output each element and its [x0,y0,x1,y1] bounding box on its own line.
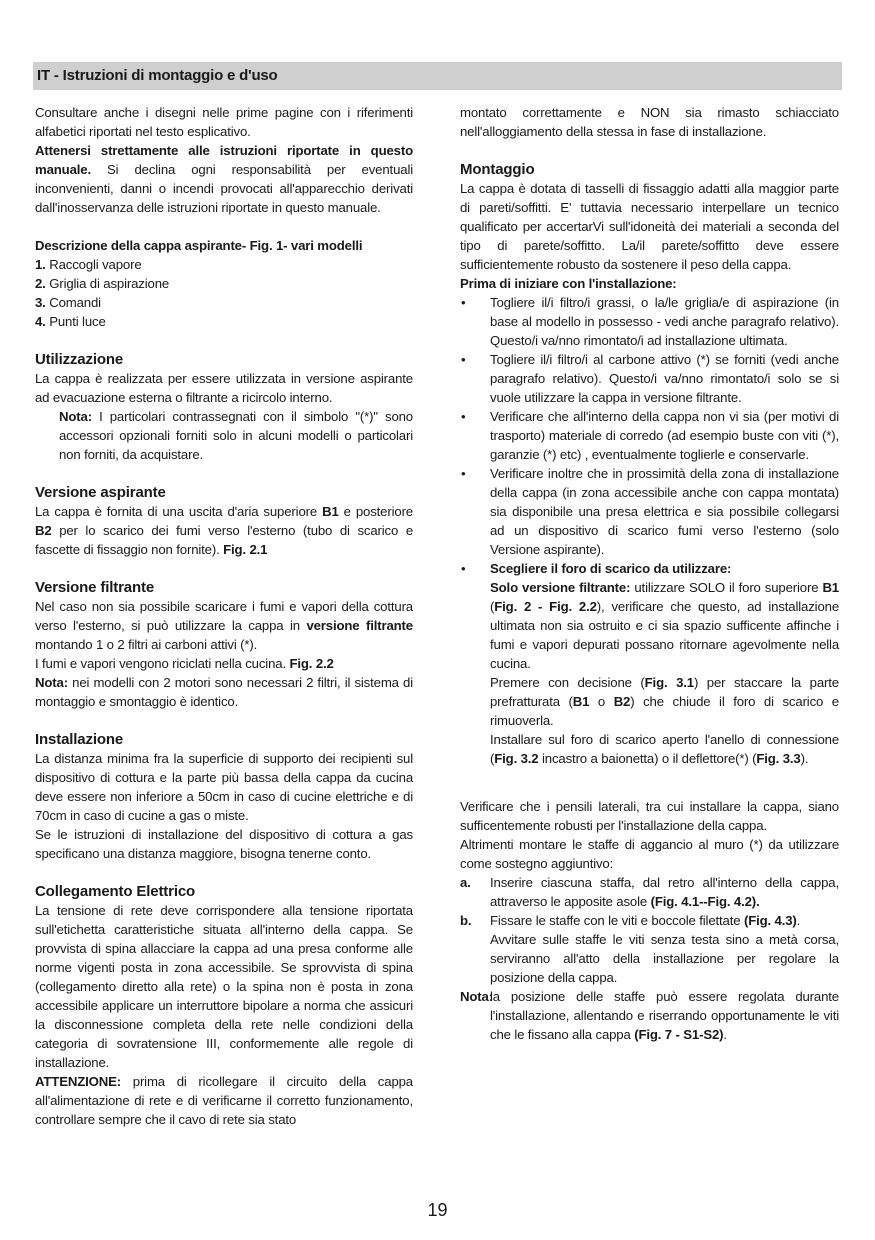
right-column [460,103,839,1044]
installare-text: Installare sul foro di scarico aperto l'anello di connessione (Fig. 3.2 incastro a baionetta) o il deflettore(*) (Fig. 3.3). [490,732,839,766]
filtrante-text-2: I fumi e vapori vengono riciclati nella cucina. Fig. 2.2 [35,656,334,671]
page-title: IT - Istruzioni di montaggio e d'uso [37,67,278,84]
aspirante-text: La cappa è fornita di una uscita d'aria superiore B1 e posteriore B2 per lo scarico dei fumi verso l'esterno (tubo di scarico e fascette di fissaggio non fornite). Fig. 2.1 [35,504,413,557]
bullet-icon: • [461,352,466,367]
page-number: 19 [427,1200,448,1220]
solo-versione-filtrante: Solo versione filtrante: utilizzare SOLO il foro superiore B1 (Fig. 2 - Fig. 2.2), verificare che questo, ad installazione ultimata non sia ostruito e ci sia spazio sufficente affinche i fumi e vapori depurati possano ritornare agevolmente nella cucina. [490,580,840,671]
heading-installazione: Installazione [35,731,124,748]
installazione-text: La distanza minima fra la superficie di supporto dei recipienti sul dispositivo di cottura e la parte più bassa della cappa da cucina deve essere non inferiore a 50cm in caso di cucine elettriche e di 70cm in caso di cucine a gas o miste. [35,751,413,823]
list-item: • Scegliere il foro di scarico da utilizzare: Solo versione filtrante: utilizzare SOLO il foro superiore B1 (Fig. 2 - Fig. 2.2), verificare che questo, ad installazione ultimata non sia ostruito e ci sia spazio sufficente affinche i fumi e vapori depurati possano ritornare agevolmente nella cucina. Premere con decisione (Fig. 3.1) per staccare la parte prefratturata (B1 o B2) che chiude il foro di scarico e rimuoverla. Installare sul foro di scarico aperto l'anello di connessione (Fig. 3.2 incastro a baionetta) o il deflettore(*) (Fig. 3.3). [461,561,840,766]
left-column [35,103,413,1129]
heading-utilizzazione: Utilizzazione [35,351,124,368]
step-a: a. Inserire ciascuna staffa, dal retro all'interno della cappa, attraverso le apposite asole (Fig. 4.1--Fig. 4.2). [460,875,839,909]
intro-warning: Attenersi strettamente alle istruzioni riportate in questo manuale. Si declina ogni responsabilità per eventuali inconvenienti, danni o incendi provocati all'apparecchio derivati dall'inosservanza delle istruzioni riportate in questo manuale. [35,143,413,215]
heading-versione-aspirante: Versione aspirante [35,484,166,501]
step-b: b. Fissare le staffe con le viti e boccole filettate (Fig. 4.3). Avvitare sulle staffe le viti senza testa sino a metà corsa, serviranno all'atto della installazione per regolare la posizione della cappa. [460,913,839,985]
montaggio-text: La cappa è dotata di tasselli di fissaggio adatti alla maggior parte di pareti/soffitti. E' tuttavia necessario interpellare un tecnico qualificato per accertarVi sull'idoneità dei materiali a seconda del tipo di parete/soffitto. La/il parete/soffitto deve essere sufficientemente robusto da sostenere il peso della cappa. [460,181,839,272]
staffe-note: Nota: la posizione delle staffe può essere regolata durante l'installazione, allentando e riserrando opportunamente le viti che le fissano alla cappa (Fig. 7 - S1-S2). [460,989,839,1042]
continued-text: montato correttamente e NON sia rimasto schiacciato nell'alloggiamento della stessa in fase di installazione. [460,105,839,139]
altrimenti-text: Altrimenti montare le staffe di aggancio al muro (*) da utilizzare come sostegno aggiuntivo: [460,837,839,871]
list-item: 3. Comandi [35,295,101,310]
prima-title: Prima di iniziare con l'installazione: [460,276,677,291]
elettrico-text: La tensione di rete deve corrispondere alla tensione riportata sull'etichetta caratteristiche situata all'interno della cappa. Se provvista di spina allacciare la cappa ad una presa conforme alle norme vigenti posta in zona accessibile. Se sprovvista di spina (collegamento diretto alla rete) o la spina non è posta in zona accessibile applicare un interruttore bipolare a norma che assicuri la disconnessione completa della rete nelle condizioni della categoria di sovratensione III, conformemente alle regole di installazione. [35,903,413,1070]
list-item: • Verificare che all'interno della cappa non vi sia (per motivi di trasporto) materiale di corredo (ad esempio buste con viti (*), garanzie (*) etc) , eventualmente toglierle e conservarle. [461,409,839,462]
filtrante-text: Nel caso non sia possibile scaricare i fumi e vapori della cottura verso l'esterno, si può utilizzare la cappa in versione filtrante montando 1 o 2 filtri ai carboni attivi (*). [35,599,413,652]
premere-text: Premere con decisione (Fig. 3.1) per staccare la parte prefratturata (B1 o B2) che chiude il foro di scarico e rimuoverla. [490,675,839,728]
description-title: Descrizione della cappa aspirante- Fig. 1- vari modelli [35,238,363,253]
bullet-icon: • [461,409,466,424]
heading-montaggio: Montaggio [460,161,535,178]
installazione-text-2: Se le istruzioni di installazione del dispositivo di cottura a gas specificano una distanza maggiore, bisogna tenerne conto. [35,827,413,861]
utilizzazione-text: La cappa è realizzata per essere utilizzata in versione aspirante ad evacuazione esterna o filtrante a ricircolo interno. [35,371,413,405]
heading-collegamento-elettrico: Collegamento Elettrico [35,883,196,900]
list-item: • Togliere il/i filtro/i al carbone attivo (*) se forniti (vedi anche paragrafo relativo). Questo/i va/nno rimontato/i solo se si vuole utilizzare la cappa in versione filtrante. [461,352,839,405]
elettrico-warning: ATTENZIONE: prima di ricollegare il circuito della cappa all'alimentazione di rete e di verificarne il corretto funzionamento, controllare sempre che il cavo di rete sia stato [35,1074,413,1127]
heading-versione-filtrante: Versione filtrante [35,579,155,596]
bullet-icon: • [461,295,466,310]
bullet-icon: • [461,561,466,576]
filtrante-note: Nota: nei modelli con 2 motori sono necessari 2 filtri, il sistema di montaggio e smontaggio è identico. [35,675,413,709]
intro-paragraph: Consultare anche i disegni nelle prime pagine con i riferimenti alfabetici riportati nel testo esplicativo. [35,105,413,139]
list-item: 4. Punti luce [35,314,106,329]
list-item: • Togliere il/i filtro/i grassi, o la/le griglia/e di aspirazione (in base al modello in possesso - vedi anche paragrafo relativo). Questo/i va/nno rimontato/i ad installazione ultimata. [461,295,839,348]
section-title-bar [33,62,842,90]
verificare-text: Verificare che i pensili laterali, tra cui installare la cappa, siano sufficentemente robusti per l'installazione della cappa. [460,799,839,833]
bullet-icon: • [461,466,466,481]
bullet-list [460,293,839,768]
list-item: 1. Raccogli vapore [35,257,142,272]
utilizzazione-note: Nota: I particolari contrassegnati con il simbolo "(*)" sono accessori opzionali forniti solo in alcuni modelli o particolari non forniti, da acquistare. [59,409,413,462]
list-item: 2. Griglia di aspirazione [35,276,170,291]
list-item: • Verificare inoltre che in prossimità della zona di installazione della cappa (in zona accessibile anche con cappa montata) sia disponibile una presa elettrica e sia possibile collegarsi ad un dispositivo di scarico fumi verso l'esterno (solo Versione aspirante). [461,466,839,557]
